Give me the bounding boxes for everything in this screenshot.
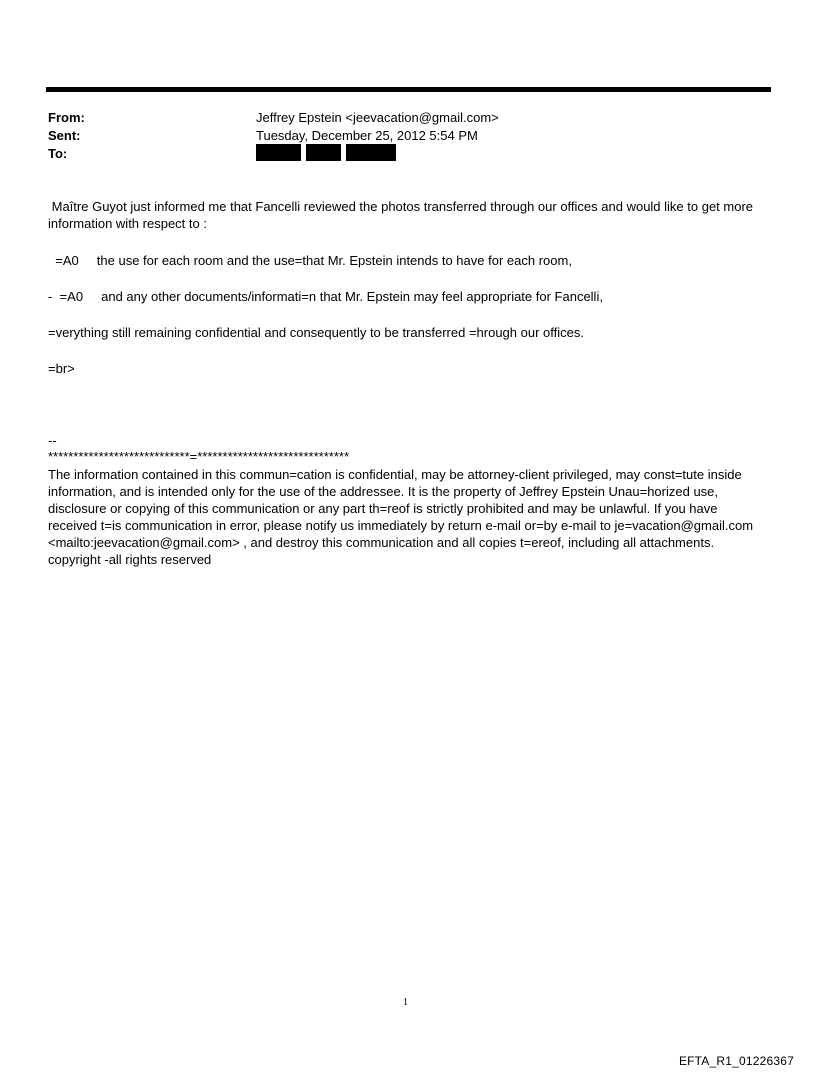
to-label: To: [48,146,68,161]
intro-paragraph: Maître Guyot just informed me that Fancelli reviewed the photos transferred through our offices and would like to get more information with respect to : [48,199,757,231]
redaction-block [346,144,396,161]
list-item-2: - =A0 and any other documents/informati=n that Mr. Epstein may feel appropriate for Fancelli, [48,289,603,304]
br-artifact: =br> [48,361,75,376]
redaction-block [306,144,341,161]
from-value: Jeffrey Epstein <jeevacation@gmail.com> [256,110,499,125]
closing-paragraph: =verything still remaining confidential and consequently to be transferred =hrough our offices. [48,325,584,340]
from-label: From: [48,110,85,125]
header-rule [46,87,771,92]
sent-value: Tuesday, December 25, 2012 5:54 PM [256,128,478,143]
redaction-block [256,144,301,161]
disclaimer-paragraph: The information contained in this commun=cation is confidential, may be attorney-client privileged, may const=tute inside information, and is intended only for the use of the addressee. It is the property of Jeffrey Epstein Unau=horized use, disclosure or copying of this communication or any part th=reof is strictly prohibited and may be unlawful. If you have received t=is communication in error, please notify us immediately by return e-mail or=by e-mail to je=vacation@gmail.com <mailto:jeevacation@gmail.com> , and destroy this communication and all copies t=ereof, including all attachments. copyright -all rights reserved [48,467,757,567]
signature-stars: ****************************=****************************** [48,449,350,464]
signature-dashes: -- [48,433,57,448]
document-id: EFTA_R1_01226367 [678,1054,794,1068]
list-item-1: =A0 the use for each room and the use=that Mr. Epstein intends to have for each room, [48,253,572,268]
page-number: 1 [403,997,408,1008]
to-separator: ; [297,144,301,158]
sent-label: Sent: [48,128,81,143]
